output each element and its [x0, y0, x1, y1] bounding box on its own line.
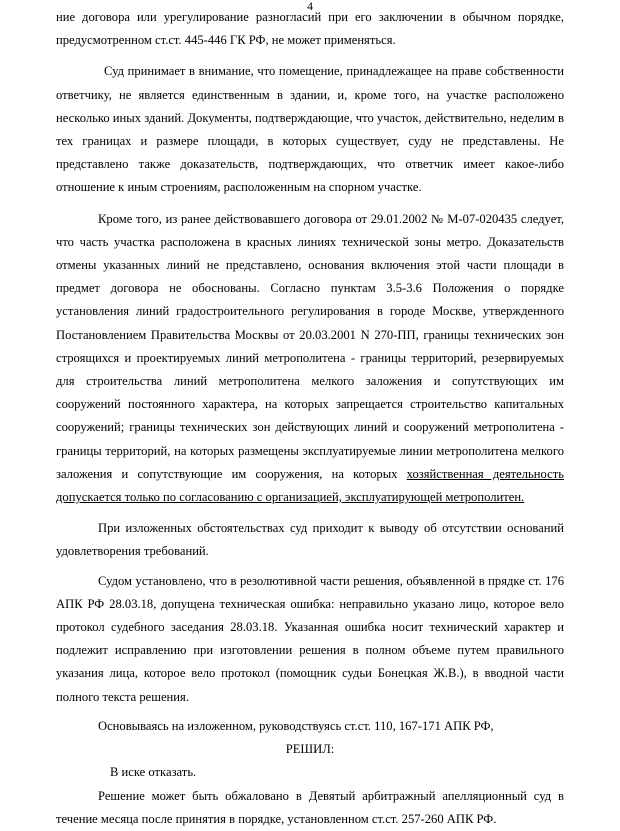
page-number: 4: [307, 0, 313, 13]
metro-zone-text: Кроме того, из ранее действовавшего договора от 29.01.2002 № М-07-020435 следует, что часть участка расположена в красных линиях технической зоны метро. Доказательств отмены указанных линий не представлено, основания включения этой части площади в предмет договора не обоснованы. Согласно пунктам 3.5-3.6 Положения о порядке установления линий градостроительного регулирования в городе Москве, утвержденного Постановлением Правительства Москвы от 20.03.2001 N 270-ПП, границы технических зон строящихся и проектируемых линий метрополитена - границы территорий, резервируемых для строительства линий метрополитена мелкого заложения и сопутствующих им сооружений постоянного характера, на которых запрещается строительство капитальных сооружений; границы технических зон действующих линий и сооружений метрополитена - границы территорий, на которых размещены эксплуатируемые линии метрополитена мелкого заложения и сопутствующие им сооружения, на которых: [56, 211, 564, 481]
decision-heading: РЕШИЛ:: [285, 742, 335, 757]
paragraph-contract-conclusion: ние договора или урегулирование разногласий при его заключении в обычном порядке, предусмотренном ст.ст. 445-446 ГК РФ, не может применяться.: [56, 10, 564, 48]
paragraph-claim-denied: В иске отказать.: [110, 765, 197, 780]
paragraph-conclusion: При изложенных обстоятельствах суд приходит к выводу об отсутствии оснований удовлетворения требований.: [56, 521, 564, 559]
document-body: [56, 6, 564, 831]
paragraph-technical-error: Судом установлено, что в резолютивной части решения, объявленной в прядке ст. 176 АПК РФ 28.03.18, допущена техническая ошибка: неправильно указано лицо, которое вело протокол судебного заседания 28.03.18. Указанная ошибка носит технический характер и подлежит исправлению при изготовлении решения в полном объеме путем правильного указания лица, которое вело протокол (помощник судьи Бонецкая Ж.В.), в вводной части полного текста решения.: [56, 573, 564, 704]
metro-zone-underlined-text: хозяйственная деятельность допускается только по согласованию с организацией, эксплуатирующей метрополитен.: [56, 466, 564, 505]
paragraph-legal-basis: Основываясь на изложенном, руководствуясь ст.ст. 110, 167-171 АПК РФ,: [98, 718, 494, 733]
paragraph-appeal: Решение может быть обжаловано в Девятый арбитражный апелляционный суд в течение месяца после принятия в порядке, установленном ст.ст. 257-260 АПК РФ.: [56, 788, 564, 826]
paragraph-premises: Суд принимает в внимание, что помещение, принадлежащее на праве собственности ответчику, не является единственным в здании, и, кроме того, на участке расположено несколько иных зданий. Документы, подтверждающие, что участок, действительно, неделим в тех границах и размере площади, в которых существует, суду не представлены. Не представлено также доказательств, подтверждающих, что ответчик имеет какое-либо отношение к иным строениям, расположенным на спорном участке.: [56, 64, 564, 195]
paragraph-metro-zone: [56, 208, 564, 510]
